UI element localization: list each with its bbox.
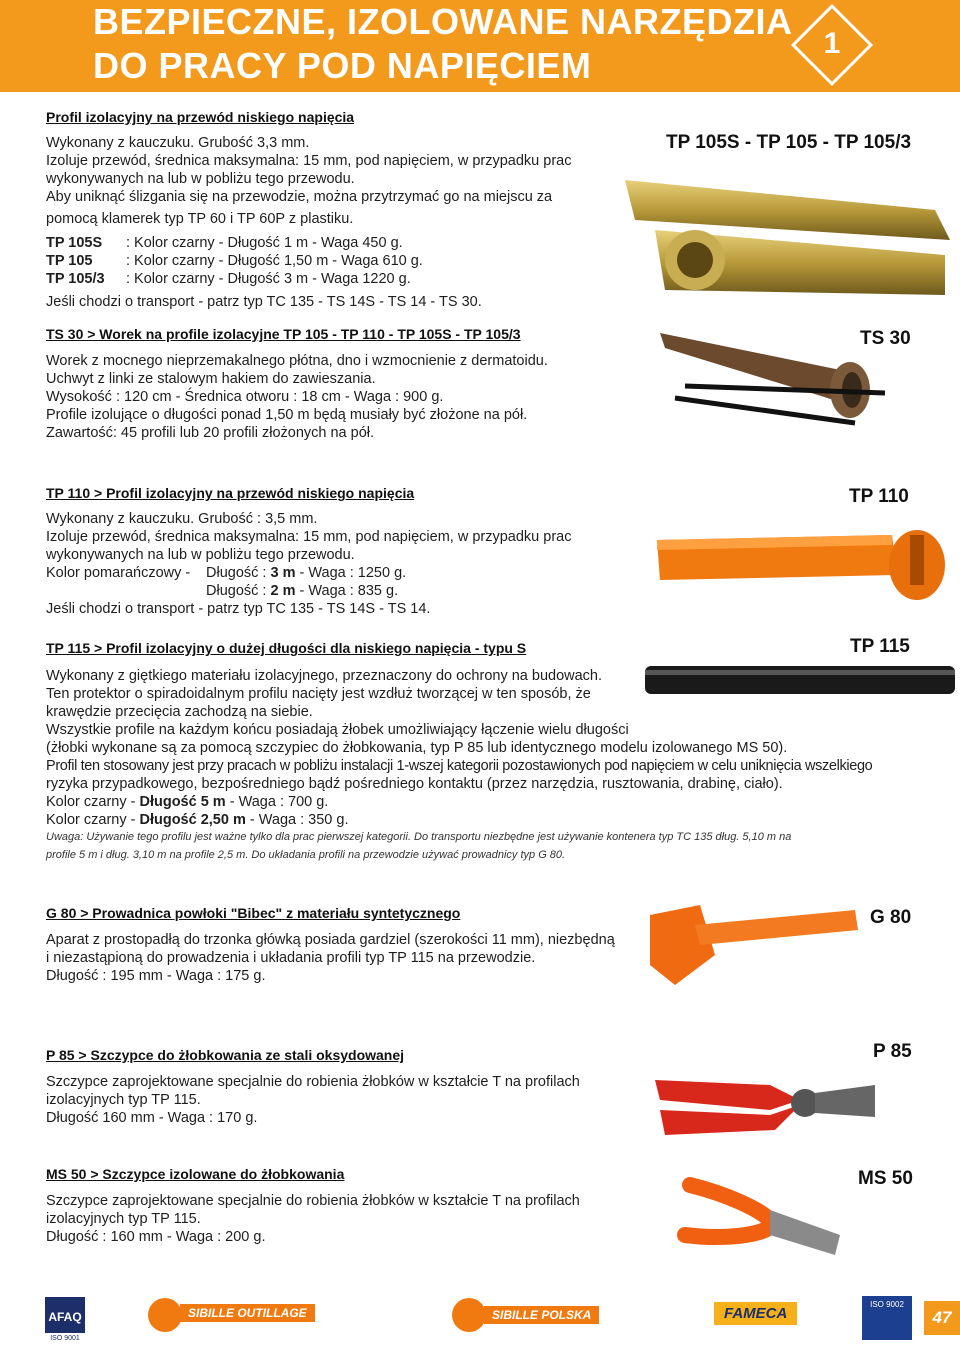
opt-prefix: Kolor czarny -: [46, 812, 140, 828]
tp110-color-label: Kolor pomarańczowy -: [46, 565, 191, 581]
g80-tag: G 80: [870, 907, 912, 928]
ms50-section-title: MS 50 > Szczypce izolowane do żłobkowania: [46, 1166, 345, 1182]
tp105-transport: Jeśli chodzi o transport - patrz typ TC 135 - TS 14S - TS 14 - TS 30.: [46, 294, 482, 310]
spec-code: TP 105S: [46, 235, 103, 251]
tp105-line: pomocą klamerek typ TP 60 i TP 60P z plastiku.: [46, 211, 354, 227]
tp110-line: Izoluje przewód, średnica maksymalna: 15 mm, pod napięciem, w przypadku prac: [46, 529, 572, 545]
page-header: [0, 0, 960, 92]
tp115-line: Wszystkie profile na każdym końcu posiadają żłobek umożliwiający łączenie wielu długości: [46, 722, 629, 738]
p85-tag: P 85: [873, 1041, 912, 1062]
len-value: 2 m: [270, 583, 296, 599]
ts30-section-title: TS 30 > Worek na profile izolacyjne TP 105 - TP 110 - TP 105S - TP 105/3: [46, 326, 521, 342]
spec-code: TP 105/3: [46, 271, 105, 287]
tp105-line: Izoluje przewód, średnica maksymalna: 15 mm, pod napięciem, w przypadku prac: [46, 153, 572, 169]
tp115-line: ryzyka przypadkowego, bezpośredniego bądź pośredniego kontaktu (przez narzędzia, rusztowania, drabinę, ciało).: [46, 776, 783, 792]
tp105-line: Aby uniknąć ślizgania się na przewodzie, można przytrzymać go na miejscu za: [46, 189, 553, 205]
tp105-spec-list: [46, 234, 571, 288]
page-number: 47: [924, 1301, 960, 1335]
tp115-line: Ten protektor o spiradoidalnym profilu nacięty jest wzdłuż tworzącej w ten sposób, że: [46, 686, 591, 702]
len-value: 3 m: [270, 565, 296, 581]
tp110-section-title: TP 110 > Profil izolacyjny na przewód niskiego napięcia: [46, 485, 415, 501]
spec-desc: : Kolor czarny - Długość 3 m - Waga 1220 g.: [126, 271, 411, 287]
ts30-line: Zawartość: 45 profili lub 20 profili złożonych na pół.: [46, 425, 375, 441]
afaq-sub: ISO 9001: [50, 1335, 80, 1341]
len-prefix: Długość :: [206, 583, 271, 599]
tp115-line: Wykonany z giętkiego materiału izolacyjnego, przeznaczony do ochrony na budowach.: [46, 668, 603, 684]
ts30-line: Profile izolujące o długości ponad 1,50 m będą musiały być złożone na pół.: [46, 407, 528, 423]
len-suffix: - Waga : 835 g.: [295, 583, 399, 599]
ms50-line: izolacyjnych typ TP 115.: [46, 1211, 201, 1227]
tp110-transport: Jeśli chodzi o transport - patrz typ TC 135 - TS 14S - TS 14.: [46, 601, 431, 617]
p85-section-title: P 85 > Szczypce do żłobkowania ze stali oksydowanej: [46, 1047, 405, 1063]
sibille-polska-logo: SIBILLE POLSKA: [484, 1306, 599, 1324]
note-line: profile 5 m i dług. 3,10 m na profile 2,5 m. Do układania profili na przewodzie używać prowadnicy typ G 80.: [46, 849, 566, 861]
g80-line: Aparat z prostopadłą do trzonka główką posiada gardziel (szerokości 11 mm), niezbędną: [46, 932, 615, 948]
ms50-pliers-image: [670, 1165, 850, 1275]
title-line-2: DO PRACY POD NAPIĘCIEM: [93, 45, 592, 86]
opt-suffix: - Waga : 700 g.: [225, 794, 329, 810]
tp105-section-title: Profil izolacyjny na przewód niskiego napięcia: [46, 109, 355, 125]
tp110-length-row: [46, 582, 571, 600]
ms50-line: Długość : 160 mm - Waga : 200 g.: [46, 1229, 266, 1245]
tp105-line: Wykonany z kauczuku. Grubość 3,3 mm.: [46, 135, 310, 151]
len-prefix: Długość :: [206, 565, 271, 581]
page-title: [93, 0, 793, 88]
tp115-line: Profil ten stosowany jest przy pracach w pobliżu instalacji 1-wszej kategorii pozostawionych pod napięciem w celu uniknięcia wszelkiego: [46, 758, 873, 774]
g80-line: i niezastąpioną do prowadzenia i układania profili typ TP 115 na przewodzie.: [46, 950, 536, 966]
ts30-line: Uchwyt z linki ze stalowym hakiem do zawieszania.: [46, 371, 376, 387]
fameca-logo: FAMECA: [714, 1302, 797, 1325]
spec-row: [46, 234, 571, 252]
ts30-line: Wysokość : 120 cm - Średnica otworu : 18 cm - Waga : 900 g.: [46, 389, 444, 405]
g80-guide-image: [640, 895, 860, 995]
tp110-length-row: [46, 564, 571, 582]
spec-desc: : Kolor czarny - Długość 1,50 m - Waga 610 g.: [126, 253, 423, 269]
spec-row: [46, 270, 571, 288]
spec-code: TP 105: [46, 253, 93, 269]
len-suffix: - Waga : 1250 g.: [295, 565, 407, 581]
tp115-tag: TP 115: [850, 636, 910, 657]
spec-desc: : Kolor czarny - Długość 1 m - Waga 450 g.: [126, 235, 403, 251]
ts30-bag-image: [655, 318, 895, 428]
tp115-option-row: [46, 793, 872, 811]
tp115-line: krawędzie przecięcia zachodzą na siebie.: [46, 704, 313, 720]
p85-line: izolacyjnych typ TP 115.: [46, 1092, 201, 1108]
iso-badge: [862, 1296, 912, 1340]
afaq-logo-icon: [45, 1297, 85, 1341]
tp105-line: wykonywanych na lub w pobliżu tego przewodu.: [46, 171, 355, 187]
tp115-profile-image: [645, 660, 955, 700]
ts30-tag: TS 30: [860, 328, 911, 349]
tp110-description: [46, 510, 571, 618]
ms50-line: Szczypce zaprojektowane specjalnie do robienia żłobków w kształcie T na profilach: [46, 1193, 580, 1209]
opt-length: Długość 5 m: [139, 794, 226, 810]
p85-line: Szczypce zaprojektowane specjalnie do robienia żłobków w kształcie T na profilach: [46, 1074, 580, 1090]
p85-pliers-image: [650, 1055, 880, 1145]
ts30-line: Worek z mocnego nieprzemakalnego płótna, dno i wzmocnienie z dermatoidu.: [46, 353, 548, 369]
ms50-description: [46, 1192, 580, 1246]
spec-row: [46, 252, 571, 270]
tp115-option-row: [46, 811, 872, 829]
note-line: Uwaga: Używanie tego profilu jest ważne tylko dla prac pierwszej kategorii. Do transportu niezbędne jest używanie kontenera typ TC 135 dług. 5,10 m na: [46, 831, 792, 843]
tp110-line: Wykonany z kauczuku. Grubość : 3,5 mm.: [46, 511, 318, 527]
tp110-tag: TP 110: [849, 486, 909, 507]
tp105-tag: TP 105S - TP 105 - TP 105/3: [666, 132, 912, 153]
opt-suffix: - Waga : 350 g.: [245, 812, 349, 828]
tp105-profile-image: [615, 160, 950, 300]
ms50-tag: MS 50: [858, 1168, 913, 1189]
sibille-polska-icon: [452, 1298, 486, 1332]
p85-description: [46, 1073, 580, 1127]
tp115-section-title: TP 115 > Profil izolacyjny o dużej długości dla niskiego napięcia - typu S: [46, 640, 527, 656]
g80-section-title: G 80 > Prowadnica powłoki "Bibec" z materiału syntetycznego: [46, 905, 461, 921]
tp115-line: (żłobki wykonane są za pomocą szczypiec do żłobkowania, typ P 85 lub identycznego modelu izolowanego MS 50).: [46, 740, 788, 756]
chapter-number: 1: [823, 27, 841, 60]
title-line-1: BEZPIECZNE, IZOLOWANE NARZĘDZIA: [93, 1, 793, 42]
tp115-note: [46, 828, 791, 864]
afaq-text: AFAQ: [48, 1310, 82, 1324]
tp110-profile-image: [652, 510, 952, 610]
sibille-outillage-logo: SIBILLE OUTILLAGE: [180, 1304, 315, 1322]
ts30-description: [46, 352, 548, 442]
sibille-outillage-icon: [148, 1298, 182, 1332]
p85-line: Długość 160 mm - Waga : 170 g.: [46, 1110, 258, 1126]
iso-text: ISO 9002: [870, 1300, 904, 1309]
opt-length: Długość 2,50 m: [139, 812, 246, 828]
g80-description: [46, 931, 615, 985]
tp105-description: [46, 134, 571, 311]
g80-line: Długość : 195 mm - Waga : 175 g.: [46, 968, 266, 984]
tp110-line: wykonywanych na lub w pobliżu tego przewodu.: [46, 547, 355, 563]
opt-prefix: Kolor czarny -: [46, 794, 140, 810]
